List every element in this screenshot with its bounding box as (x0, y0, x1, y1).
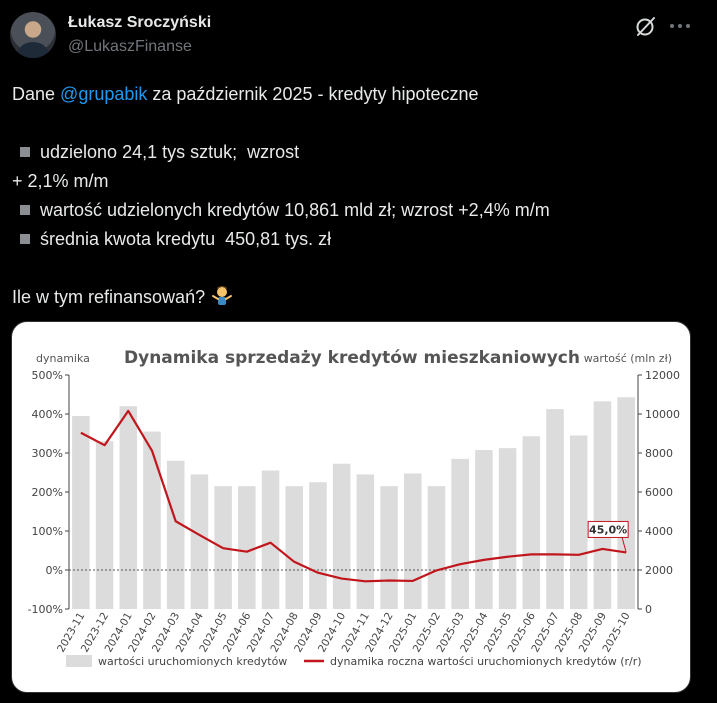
chart-bar (333, 464, 351, 609)
blank-line (12, 109, 702, 138)
bullet-item (12, 196, 702, 225)
more-icon[interactable] (666, 14, 694, 38)
x-tick-label: 2024-02 (126, 610, 159, 655)
person-shrugging-icon (211, 285, 233, 307)
chart-bar (238, 486, 256, 609)
left-tick-label: 200% (31, 486, 63, 499)
grok-icon[interactable] (634, 14, 658, 38)
right-tick-label: 6000 (645, 486, 673, 499)
chart-bar (380, 486, 398, 609)
left-tick-label: 100% (31, 525, 63, 538)
chart-bar (143, 432, 161, 609)
line-group (81, 411, 628, 581)
right-tick-label: 12000 (645, 369, 680, 382)
bullet-continuation (12, 167, 702, 196)
chart-bar (404, 473, 422, 609)
right-tick-label: 2000 (645, 564, 673, 577)
chart-title: Dynamika sprzedaży kredytów mieszkaniowych (124, 348, 580, 368)
x-tick-label: 2024-06 (221, 610, 254, 655)
chart-bar (119, 406, 137, 609)
x-tick-label: 2023-11 (55, 610, 88, 655)
bullet-item (12, 138, 702, 167)
tweet-line-intro (12, 80, 702, 109)
left-axis-label: dynamika (36, 352, 90, 365)
chart-bar (475, 450, 493, 609)
chart-image-card[interactable] (11, 321, 691, 693)
x-tick-label: 2024-12 (363, 610, 396, 655)
question-text: Ile w tym refinansowań? (12, 287, 206, 307)
author-handle[interactable]: @LukaszFinanse (68, 38, 192, 55)
x-tick-label: 2025-09 (576, 610, 610, 655)
legend-group (66, 655, 642, 668)
avatar-shirt (18, 42, 48, 58)
chart-bar (523, 436, 541, 609)
chart-bar (262, 471, 280, 609)
right-axis-label: wartość (mln zł) (583, 352, 672, 365)
intro-prefix: Dane (12, 84, 61, 104)
bullet-text: średnia kwota kredytu 450,81 tys. zł (40, 229, 332, 249)
x-tick-label: 2023-12 (78, 610, 112, 655)
chart-bar (191, 474, 209, 609)
left-tick-label: 0% (45, 564, 63, 577)
dynamics-line (81, 411, 626, 581)
x-tick-label: 2025-02 (410, 610, 444, 655)
bullet-icon (20, 205, 30, 215)
chart-svg (12, 322, 690, 692)
author-name[interactable]: Łukasz Sroczyński (68, 14, 212, 31)
x-tick-label: 2025-05 (481, 610, 515, 655)
right-tick-label: 4000 (645, 525, 673, 538)
bullet-text: udzielono 24,1 tys sztuk; wzrost (40, 142, 300, 162)
legend-bar-label: wartości uruchomionych kredytów (98, 655, 288, 668)
right-tick-label: 10000 (645, 408, 680, 421)
bullet-item (12, 225, 702, 254)
left-tick-label: -100% (27, 603, 63, 616)
bullet-text: wartość udzielonych kredytów 10,861 mld zł; wzrost +2,4% m/m (40, 200, 550, 220)
x-tick-label: 2025-01 (387, 610, 420, 655)
left-tick-label: 500% (31, 369, 63, 382)
chart-bar (167, 461, 185, 609)
left-tick-label: 400% (31, 408, 63, 421)
x-tick-label: 2024-10 (315, 610, 349, 655)
left-tick-label: 300% (31, 447, 63, 460)
tweet-question (12, 283, 702, 312)
bar-group (72, 397, 635, 609)
chart-bar (357, 474, 375, 609)
legend-bar-swatch (66, 655, 92, 667)
x-tick-label: 2024-01 (102, 610, 135, 655)
x-tick-label: 2024-11 (339, 610, 372, 655)
x-tick-label: 2025-03 (434, 610, 467, 655)
chart-bar (617, 397, 635, 609)
chart-bar (594, 401, 612, 609)
x-tick-label: 2024-04 (173, 610, 206, 655)
mention-link[interactable]: @grupabik (60, 84, 148, 104)
bullet-icon (20, 147, 30, 157)
chart-bar (309, 482, 327, 609)
chart-bar (546, 409, 564, 609)
blank-line (12, 254, 702, 283)
legend-line-label: dynamika roczna wartości uruchomionych kredytów (r/r) (330, 655, 642, 668)
x-tick-label: 2024-03 (149, 610, 183, 655)
chart-bar (451, 459, 469, 609)
chart-bar (499, 448, 517, 609)
chart-bar (428, 486, 446, 609)
x-tick-label: 2024-05 (197, 610, 230, 655)
x-tick-label: 2024-09 (292, 610, 325, 655)
bullet-icon (20, 234, 30, 244)
x-tick-label: 2024-08 (268, 610, 301, 655)
x-tick-label: 2025-10 (600, 610, 633, 655)
right-tick-label: 8000 (645, 447, 673, 460)
intro-suffix: za październik 2025 - kredyty hipoteczne (147, 84, 479, 104)
tweet-text (12, 80, 702, 312)
right-tick-label: 0 (645, 603, 652, 616)
chart-bar (96, 441, 114, 609)
x-tick-label: 2025-07 (529, 610, 562, 655)
annotation-label: 45,0% (589, 523, 628, 537)
bullet-cont-text: + 2,1% m/m (12, 171, 109, 191)
chart-bar (285, 486, 303, 609)
x-tick-label: 2025-08 (552, 610, 586, 655)
chart-bar (570, 435, 588, 609)
x-tick-label: 2024-07 (244, 610, 278, 655)
x-tick-label: 2025-06 (505, 610, 538, 655)
avatar[interactable] (10, 12, 56, 58)
x-tick-label: 2025-04 (458, 610, 491, 655)
chart-bar (72, 416, 90, 609)
